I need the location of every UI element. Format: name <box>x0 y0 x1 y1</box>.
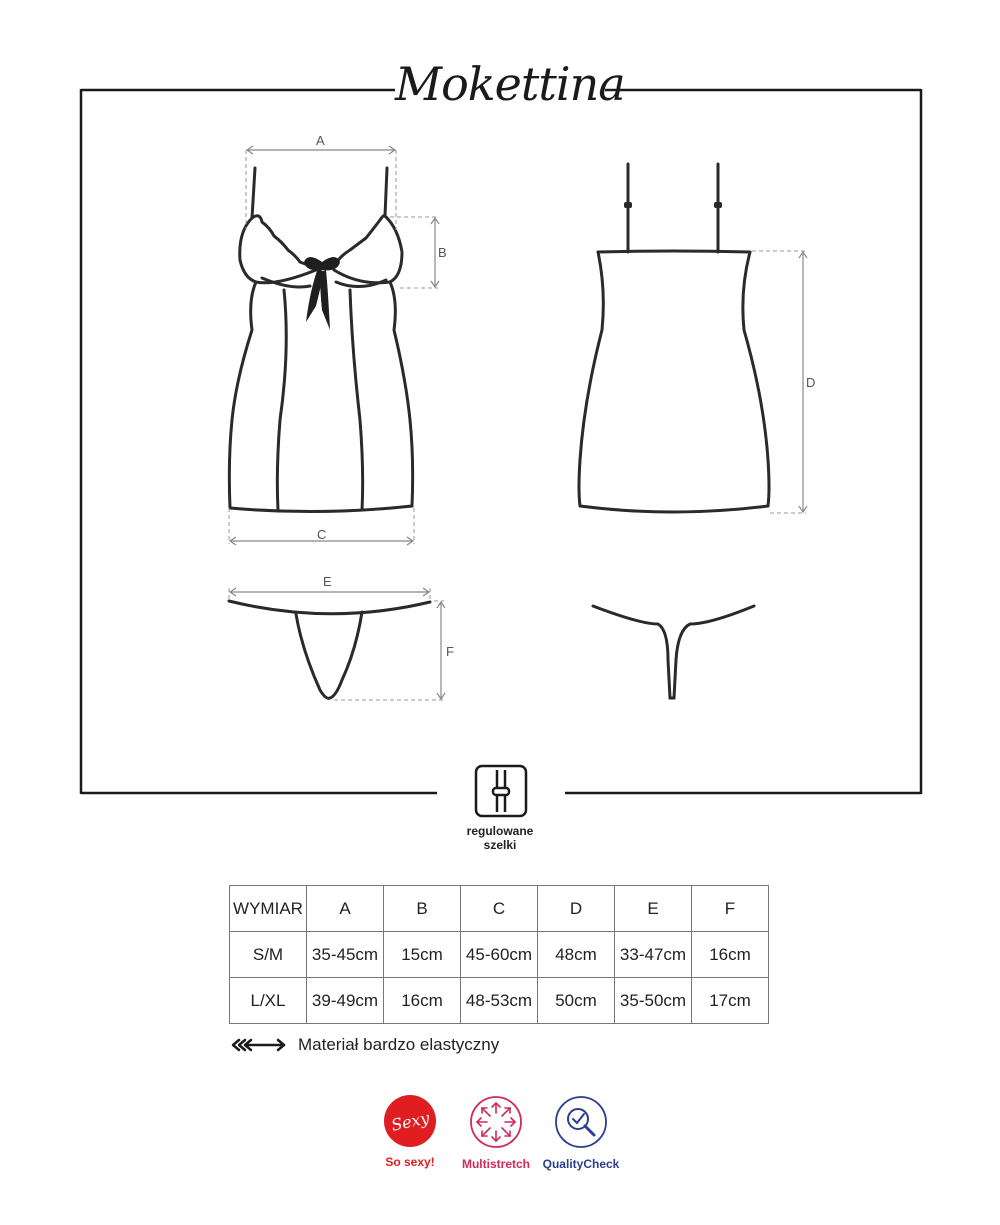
table-cell: 45-60cm <box>461 932 538 978</box>
thong-front-drawing <box>229 601 430 698</box>
table-cell: 35-50cm <box>615 978 692 1024</box>
material-note <box>230 1034 499 1056</box>
badge-quality-check <box>531 1095 631 1171</box>
table-cell: S/M <box>230 932 307 978</box>
dimension-label-f: F <box>446 644 454 659</box>
table-cell: 17cm <box>692 978 769 1024</box>
adjustable-straps-icon <box>474 764 528 818</box>
sexy-icon-text: Sexy <box>389 1107 431 1135</box>
table-header-row <box>230 886 769 932</box>
dimension-label-d: D <box>806 375 816 390</box>
feature-caption-line1: regulowane <box>466 824 534 838</box>
dimension-label-e: E <box>323 574 332 589</box>
sexy-icon <box>384 1095 436 1147</box>
dimension-label-c: C <box>317 527 327 542</box>
table-cell: 50cm <box>538 978 615 1024</box>
material-note-text: Materiał bardzo elastyczny <box>298 1035 500 1054</box>
quality-check-icon <box>554 1095 608 1149</box>
table-header-cell: C <box>461 886 538 932</box>
table-header-cell: B <box>384 886 461 932</box>
table-header-cell: A <box>307 886 384 932</box>
stretch-arrows-icon <box>230 1038 288 1052</box>
brand-title: Mokettina <box>395 52 605 116</box>
bow-drawing <box>304 257 340 330</box>
table-header-cell: WYMIAR <box>230 886 307 932</box>
multistretch-icon <box>469 1095 523 1149</box>
table-cell: L/XL <box>230 978 307 1024</box>
table-cell: 48cm <box>538 932 615 978</box>
badge-label: QualityCheck <box>542 1157 620 1171</box>
thong-back-drawing <box>593 606 754 698</box>
badge-so-sexy <box>360 1095 460 1169</box>
table-header-cell: D <box>538 886 615 932</box>
badge-label: Multistretch <box>461 1157 530 1171</box>
table-cell: 15cm <box>384 932 461 978</box>
badge-label: So sexy! <box>385 1155 435 1169</box>
dimension-label-b: B <box>438 245 447 260</box>
table-row <box>230 932 769 978</box>
table-cell: 39-49cm <box>307 978 384 1024</box>
dimension-label-a: A <box>316 133 325 148</box>
table-header-cell: F <box>692 886 769 932</box>
feature-caption-line2: szelki <box>483 838 517 852</box>
table-cell: 48-53cm <box>461 978 538 1024</box>
chemise-front-drawing <box>229 168 412 512</box>
size-table <box>229 885 769 1024</box>
table-row <box>230 978 769 1024</box>
table-header-cell: E <box>615 886 692 932</box>
table-cell: 16cm <box>692 932 769 978</box>
feature-caption <box>440 824 560 852</box>
chemise-back-drawing <box>579 164 769 512</box>
table-cell: 16cm <box>384 978 461 1024</box>
table-cell: 35-45cm <box>307 932 384 978</box>
table-cell: 33-47cm <box>615 932 692 978</box>
